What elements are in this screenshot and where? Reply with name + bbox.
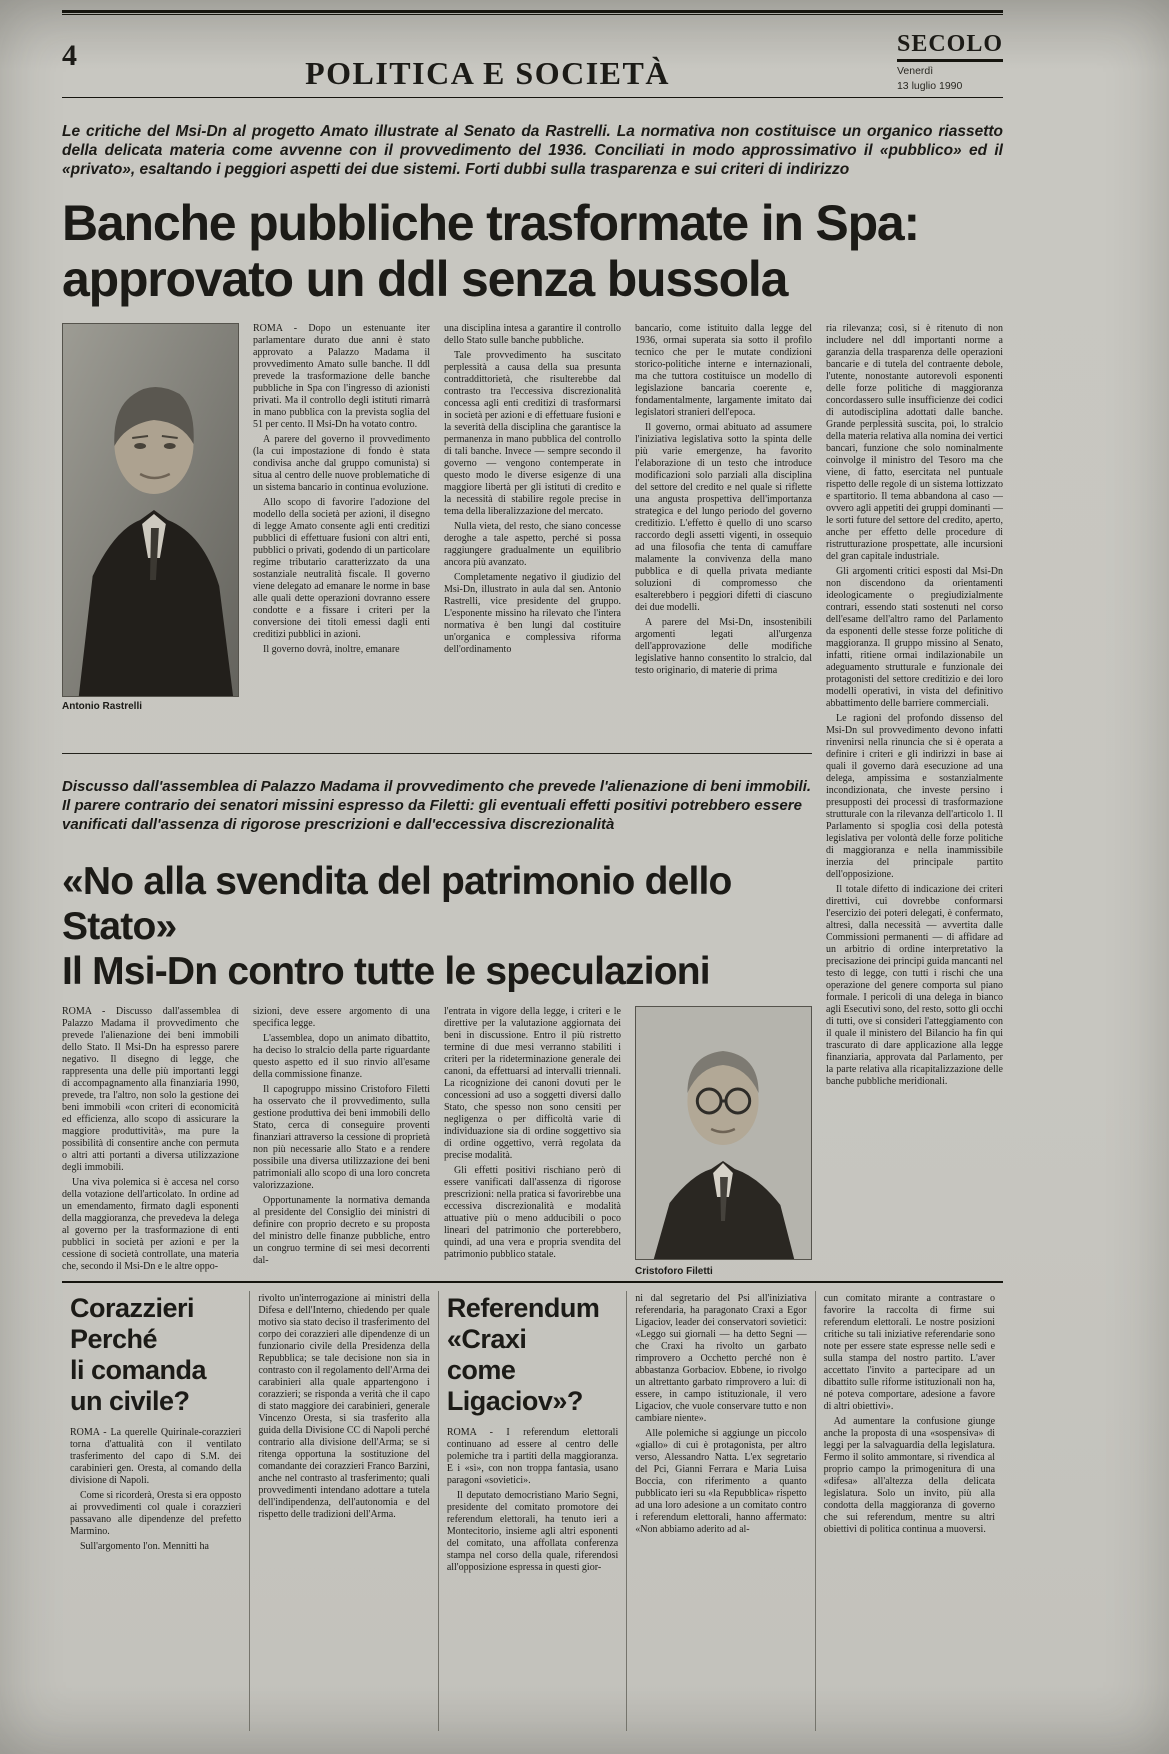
headline-line: Referendum — [446, 1293, 600, 1323]
date-day: Venerdì — [896, 65, 934, 77]
filetti-photo-caption: Cristoforo Filetti — [635, 1266, 713, 1277]
body-paragraph: Tale provvedimento ha suscitato perplessità a causa della sua presunta contraddittorietà, che risulterebbe dal contrasto tra l'eccessiva discrezionalità concessa agli enti creditizi di trasformarsi in società per azioni e di effettuare fusioni e la severità della disciplina che garantisce la permanenza in mano pubblica del controllo di tali banche. Invece — sempre secondo il governo — vengono contemperate in questo modo le diverse esigenze di una maggiore libertà per gli istituti di credito e la necessità di stabilire regole precise in tema della liberalizzazione del mercato. — [444, 350, 621, 517]
article-referendum-headline — [447, 1293, 618, 1417]
main-region — [62, 323, 1003, 1277]
page-content — [62, 10, 1003, 1731]
body-paragraph: Il governo, ormai abituato ad assumere l'iniziativa legislativa sotto la spinta delle più varie emergenze, ha favorito l'elaborazione di un testo che introduce modificazioni solo parziali alla disciplina del settore del credito e nel quale si riflette una angusta prospettiva dell'importanza strategica e del lungo periodo del governo creditizio. L'effetto è quello di uno scarso raccordo degli assetti vigenti, in ossequio ad una filosofia che tenta di camuffare malamente la convivenza della mano pubblica e di quella privata mediante soluzioni di compromesso che esalterebbero i peggiori difetti di ciascuno dei due modelli. — [635, 422, 812, 613]
body-paragraph: Una viva polemica si è accesa nel corso della votazione dell'articolato. In ordine ad un emendamento, firmato dagli esponenti della maggioranza, che prevedeva la delega al governo per la trasformazione di enti pubblici in società per azioni e per la cessione di società controllate, una materia che, secondo il Msi-Dn e le altre oppo- — [62, 1177, 239, 1272]
body-paragraph: Nulla vieta, del resto, che siano concesse deroghe a tale aspetto, perché si possa raggiungere gradualmente un equilibrio ancora più avanzato. — [444, 521, 621, 568]
body-paragraph: Il deputato democristiano Mario Segni, presidente del comitato promotore dei referendum elettorali, ha tenuto ieri a Montecitorio, insieme agli altri esponenti del comitato, una affollata conferenza stampa nel corso della quale, riferendosi all'opposizione espressa in questi gior- — [446, 1490, 619, 1573]
date-full: 13 luglio 1990 — [896, 80, 963, 92]
referendum-column-2 — [626, 1291, 814, 1731]
body-paragraph: l'entrata in vigore della legge, i criteri e le direttive per la valutazione aggiornata dei beni in discussione. Entro il più ristretto termine di due mesi verranno stabiliti i criteri per la rideterminazione generale dei canoni, da effettuarsi ad intervalli triennali. La ricognizione dei canoni dovuti per le concessioni ad uso a soggetti diversi dallo Stato, che spesso non sono censiti per negligenza o per difficoltà varie di individuazione sia di ordine soggettivo sia di ordine oggettivo, verrà regolata da precise modalità. — [444, 1006, 621, 1161]
body-paragraph: Come si ricorderà, Oresta si era opposto ai provvedimenti col quale i corazzieri passavano alle dipendenze del prefetto Marmino. — [70, 1490, 242, 1537]
referendum-column-1 — [438, 1291, 626, 1731]
body-paragraph: Il totale difetto di indicazione dei criteri direttivi, cui dovrebbe conformarsi l'esercizio dei poteri delegati, è confermato, altresì, dalla necessità — avvertita dalle Commissioni permanenti — di affidare ad un arbitrio di ordine interpretativo la precisazione dei principi guida mancanti nel testo di legge, con tutti i rischi che una operazione del genere comporta sul piano formale. I pericoli di una delega in bianco agli Esecutivi sono, del resto, sotto gli occhi di tutti, ove si consideri l'atteggiamento con il quale il ministero del Bilancio ha fin qui trascurato di dare applicazione alla legge finanziaria, approvata dal Parlamento, per la parte relativa alla ricapitalizzazione delle banche pubbliche meridionali. — [826, 884, 1003, 1087]
body-paragraph: ROMA - Dopo un estenuante iter parlamentare durato due anni è stato approvato a Palazzo Madama il provvedimento Amato sulle banche. Il ddl prevede la trasformazione delle banche pubbliche in Spa con l'ingresso di azionisti privati. Ma il controllo degli istituti rimarrà in mano pubblica con la prevista soglia del 51 per cento. Il Msi-Dn ha votato contro. — [253, 323, 430, 430]
headline-line: approvato un ddl senza bussola — [62, 251, 788, 307]
page-header — [62, 20, 1003, 92]
article-svendita-standfirst: Discusso dall'assemblea di Palazzo Madama il provvedimento che prevede l'alienazione di beni immobili. Il parere contrario dei senatori missini espresso da Filetti: gli eventuali effetti positivi potrebbero essere vanificati dall'assenza di rigorose prescrizioni e dall'eccessiva discrezionalità — [62, 778, 812, 833]
body-paragraph: L'assemblea, dopo un animato dibattito, ha deciso lo stralcio della parte riguardante questo aspetto ed il suo rinvio all'esame della commissione finanze. — [253, 1033, 430, 1080]
main-left-region — [62, 323, 812, 1277]
headline-line: Banche pubbliche trasformate in Spa: — [62, 195, 919, 251]
body-paragraph: Le ragioni del profondo dissenso del Msi-Dn sul provvedimento devono infatti rinvenirsi nella rinuncia che si è operata a definire i criteri e gli indirizzi in base ai quali il governo darà esecuzione ad una delega, ampissima e sostanzialmente incondizionata, che investe persino i presupposti dei processi di trasformazione strutturale con la rilevanza dell'articolo 1. Il Parlamento si spoglia così della potestà legislativa per volontà delle forze politiche di maggioranza e nella inammissibile inerzia del principale partito dell'opposizione. — [826, 713, 1003, 880]
rastrelli-photo-caption: Antonio Rastrelli — [62, 701, 143, 712]
headline-line: li comanda — [70, 1355, 207, 1385]
headline-line: «No alla svendita del patrimonio dello Stato» — [62, 860, 732, 948]
body-paragraph: Gli argomenti critici esposti dal Msi-Dn non discendono da orientamenti ideologicamente o pregiudizialmente contrari, essendo stati sostenuti nel corso dell'esame dell'altro ramo del Parlamento da esponenti delle stesse forze politiche di maggioranza. Il gruppo missino al Senato, infatti, ritiene ormai indilazionabile un adeguamento strutturale e funzionale dei protagonisti del settore creditizio e dei loro modelli operativi, in vista del definitivo abbattimento delle barriere commerciali. — [826, 566, 1003, 709]
body-paragraph: ria rilevanza; così, si è ritenuto di non includere nel ddl importanti norme a garanzia della trasparenza delle operazioni bancarie e di tutela del contraente debole, l'utente, nonostante autorevoli esponenti delle forze politiche di maggioranza concordassero sulle insufficienze dei codici di autodisciplina adottati dalle banche. Grande perplessità suscita, poi, lo stralcio della materia relativa alla nomina dei vertici bancari, funzione che solo nominalmente coinvolge il ministro del Tesoro ma che viene, di fatto, esercitata nel puntuale rispetto delle regole di un sistema lottizzato e spartitorio. Il tema abbandona al caso — ovvero agli appetiti dei gruppi dominanti — le sorti future del settore del credito, aperto, anche per effetto delle procedure di ristrutturazione prospettate, alle incursioni del gran capitale industriale. — [826, 323, 1003, 562]
headline-line: Ligaciov»? — [446, 1386, 583, 1416]
body-paragraph: bancario, come istituito dalla legge del 1936, ormai superata sia sotto il profilo tecnico che per le mutate condizioni storico-politiche interne e internazionali, ma che tuttora costituisce un modello di legislazione bancaria coerente e, fondamentalmente, largamente imitato dai legislatori stranieri dell'epoca. — [635, 323, 812, 418]
headline-line: come — [446, 1355, 516, 1385]
masthead-block — [897, 31, 1003, 92]
bottom-section — [62, 1291, 1003, 1731]
header-rule — [62, 97, 1003, 98]
body-paragraph: A parere del Msi-Dn, insostenibili argomenti legati all'urgenza dell'approvazione delle modifiche legislative hanno consentito lo stralcio, dal testo originario, di materie di prima — [635, 617, 812, 676]
article-svendita-headline — [62, 859, 812, 994]
corazzieri-body-1 — [70, 1427, 241, 1556]
body-paragraph: ROMA - I referendum elettorali continuano ad essere al centro delle polemiche tra i partiti della maggioranza. E i «sì», con non troppa fantasia, usano paragoni «sovietici». — [446, 1427, 619, 1486]
body-paragraph: A parere del governo il provvedimento (la cui impostazione di fondo è stata condivisa anche dal gruppo comunista) si situa al centro delle nuove problematiche di un sistema bancario in continua evoluzione. — [253, 434, 430, 493]
filetti-portrait-illustration — [636, 1007, 811, 1259]
body-paragraph: Sull'argomento l'on. Mennitti ha — [80, 1541, 209, 1552]
article-banche-body — [62, 323, 812, 743]
body-paragraph: Il governo dovrà, inoltre, emanare — [263, 644, 400, 655]
headline-line: Perché — [70, 1324, 158, 1354]
headline-line: Corazzieri — [70, 1293, 195, 1323]
body-paragraph: Opportunamente la normativa demanda al presidente del Consiglio dei ministri di definire con proprio decreto e su proposta del ministro delle finanze pubbliche, entro un congruo termine di sei mesi decorrenti dal- — [253, 1195, 430, 1266]
section-divider — [62, 753, 812, 754]
rastrelli-photo-column — [62, 323, 239, 743]
banche-column-3 — [635, 323, 812, 743]
corazzieri-column-2 — [249, 1291, 437, 1731]
banche-column-2 — [444, 323, 621, 743]
masthead: SECOLO — [897, 31, 1003, 62]
headline-line: Il Msi-Dn contro tutte le speculazioni — [62, 950, 710, 993]
body-paragraph: Alle polemiche si aggiunge un piccolo «giallo» di cui è protagonista, per altro verso, Alessandro Natta. L'ex segretario del Pci, Gianni Ferrara e Maria Luisa Boccia, con riferimento a quanto pubblicato ieri su «la Repubblica» rispetto ad una loro adesione a un comitato contro i referendum elettorali, hanno affermato: «Non abbiamo aderito ad al- — [635, 1428, 807, 1535]
rastrelli-photo — [62, 323, 239, 697]
corazzieri-column-1 — [62, 1291, 249, 1731]
referendum-column-3 — [815, 1291, 1003, 1731]
body-paragraph: ni dal segretario del Psi all'iniziativa referendaria, ha paragonato Craxi a Egor Ligaciov, leader dei conservatori sovietici: «Leggo sui giornali — ha detto Segni — che Craxi ha rivolto un garbato rimprovero a Occhetto perché non è abbastanza Gorbaciov. Ebbene, io rivolgo un altrettanto garbato rimprovero a lui: di essere, in campo istituzionale, il vero Ligaciov, che vuole conservare tutto e non cambiare niente». — [635, 1293, 807, 1424]
top-rule — [62, 10, 1003, 20]
body-paragraph: Il capogruppo missino Cristoforo Filetti ha osservato che il provvedimento, sulla gestione produttiva dei beni immobili dello Stato, cerca di conseguire proventi finanziari attraverso la cessione di proprietà non più necessarie allo Stato e a rendere possibile una diversa utilizzazione dei beni patrimoniali allo scopo di una loro concreta valorizzazione. — [253, 1084, 430, 1191]
article-corazzieri-headline — [70, 1293, 241, 1417]
headline-line: «Craxi — [446, 1324, 527, 1354]
body-paragraph: Ad aumentare la confusione giunge anche la proposta di una «sospensiva» di leggi per la salvaguardia della legislatura. Fermo il solito ammontare, si rivendica al proprio campo la primogenitura di una «difesa» all'altezza della delicata legislatura. Solo un invito, più alla condotta della maggioranza di governo che sui referendum, mentre su altri obiettivi di politica continua a muoversi. — [823, 1416, 996, 1535]
body-paragraph: rivolto un'interrogazione ai ministri della Difesa e dell'Interno, chiedendo per quale motivo sia stato deciso il trasferimento del corpo dei corazzieri alle dipendenze di un funzionario civile della Presidenza della Repubblica; se tale decisione non sia in contrasto con il regolamento dell'Arma dei carabinieri alla quale appartengono i corazzieri; se risponda a verità che il capo di stato maggiore dei carabinieri, generale Vincenzo Oresta, si sia trasferito alla guida della Divisione CC di Napoli perché contrario alla divisione dell'Arma; se si ritenga opportuna la sostituzione del comandante dei corazzieri Franco Barzini, anche nel contrasto al trasferimento; quali provvedimenti intendano adottare a tutela dell'indipendenza, dell'autonomia e del rispetto delle tradizioni dell'Arma. — [258, 1293, 430, 1520]
section-title: POLITICA E SOCIETÀ — [305, 55, 670, 91]
article-banche-headline — [62, 195, 1003, 307]
body-paragraph: Completamente negativo il giudizio del Msi-Dn, illustrato in aula dal sen. Antonio Rastrelli, vice presidente del gruppo. L'esponente missino ha rilevato che l'intera normativa è ben lungi dal costituire un'organica e complessiva riforma dell'ordinamento — [444, 572, 621, 655]
body-paragraph: cun comitato mirante a contrastare o favorire la raccolta di firme sui referendum elettorali. Le nostre posizioni critiche su tali iniziative referendarie sono note per essere state espresse nelle sedi e sulla stampa del nostro partito. L'aver accettato l'invito a partecipare ad un dibattito sulle riforme istituzionali non ha, né poteva comportare, adesione a favore di altri obiettivi». — [823, 1293, 996, 1412]
body-paragraph: ROMA - Discusso dall'assemblea di Palazzo Madama il provvedimento che prevede l'alienazione dei beni immobili dello Stato. Il Msi-Dn ha espresso parere negativo. Il disegno di legge, che rappresenta una delle più importanti leggi di accompagnamento alla finanziaria 1990, prevede, tra l'altro, non solo la gestione dei beni immobili «con criteri di economicità ed efficienza, allo scopo di assicurare la maggiore produttività», ma pure la possibilità di consentire anche con permuta o altri atti portanti a diversa utilizzazione degli immobili. — [62, 1006, 239, 1173]
body-paragraph: Allo scopo di favorire l'adozione del modello della società per azioni, il disegno di legge Amato consente agli enti creditizi pubblici di effettuare fusioni con altri enti, pubblici o privati, godendo di un particolare regime tributario caratterizzato da una sostanziale neutralità fiscale. Il governo viene delegato ad emanare le norme in base alle quali dette operazioni dovranno essere condotte e a fissare i criteri per la conversione dei titoli emessi dagli enti creditizi pubblici in azioni. — [253, 497, 430, 640]
banche-column-4-continuation — [826, 323, 1003, 1267]
body-paragraph: sizioni, deve essere argomento di una specifica legge. — [253, 1006, 430, 1029]
headline-line: un civile? — [70, 1386, 190, 1416]
body-paragraph: una disciplina intesa a garantire il controllo dello Stato sulle banche pubbliche. — [444, 323, 621, 346]
banche-column-1 — [253, 323, 430, 743]
referendum-body-1 — [447, 1427, 618, 1577]
rastrelli-portrait-illustration — [63, 324, 238, 696]
filetti-photo — [635, 1006, 812, 1260]
body-paragraph: ROMA - La querelle Quirinale-corazzieri torna d'attualità con il ventilato trasferimento del capo di S.M. dei carabinieri gen. Oresta, al comando della divisione di Napoli. — [70, 1427, 242, 1486]
article-banche-standfirst: Le critiche del Msi-Dn al progetto Amato illustrate al Senato da Rastrelli. La normativa non costituisce un organico riassetto della delicata materia come avvenne con il provvedimento del 1936. Conciliati in modo approssimativo il «pubblico» ed il «privato», esaltando i peggiori aspetti dei due sistemi. Forti dubbi sulla trasparenza e sui criteri di indirizzo — [62, 123, 1003, 178]
body-paragraph: Gli effetti positivi rischiano però di essere vanificati dall'assenza di rigorose prescrizioni: nella pratica si favorirebbe una eccessiva discrezionalità e modalità attuative più o meno adducibili o poco lineari del patrimonio che porterebbero, quindi, ad una vera e propria svendita del patrimonio pubblico statale. — [444, 1165, 621, 1260]
page-number: 4 — [62, 39, 77, 72]
